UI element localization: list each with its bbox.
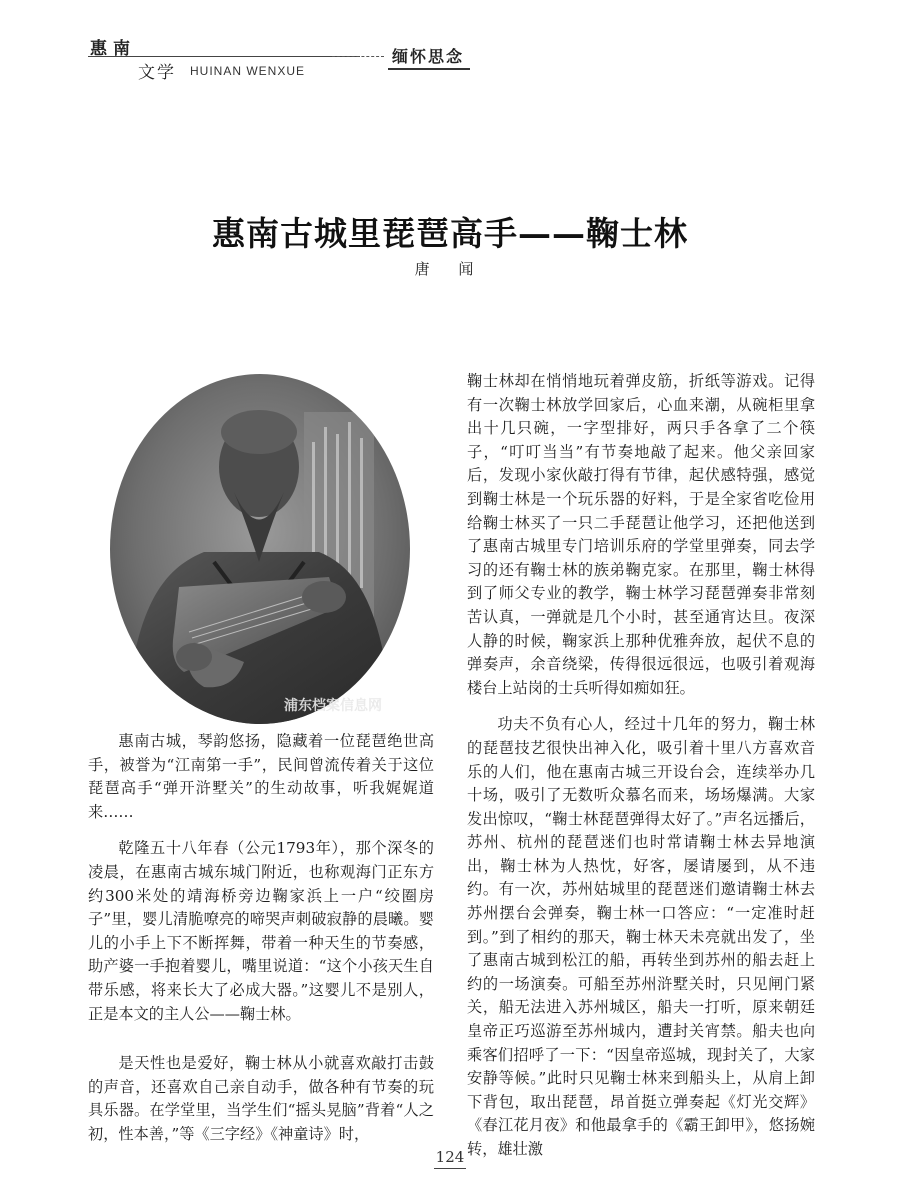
right-column bbox=[467, 370, 815, 1162]
section-label: 缅怀思念 bbox=[392, 47, 465, 66]
article-author: 唐 闻 bbox=[414, 260, 486, 278]
magazine-name-english: HUINAN WENXUE bbox=[190, 64, 306, 78]
statue-photo bbox=[84, 372, 434, 726]
article-title: 惠南古城里琵琶高手——鞠士林 bbox=[212, 214, 688, 254]
paragraph: 惠南古城，琴韵悠扬，隐藏着一位琵琶绝世高手，被誉为“江南第一手”，民间曾流传着关于这位琵琶高手“弹开浒墅关”的生动故事，听我娓娓道来…… bbox=[88, 732, 434, 821]
magazine-name-top: 惠南 bbox=[90, 39, 136, 59]
paragraph: 乾隆五十八年春（公元1793年），那个深冬的凌晨，在惠南古城东城门附近，也称观海门正东方约300米处的靖海桥旁边鞠家浜上一户“绞圈房子”里，婴儿清脆嘹亮的啼哭声刺破寂静的晨曦。婴儿的小手上下不断挥舞，带着一种天生的节奏感，助产婆一手抱着婴儿，嘴里说道：“这个小孩天生自带乐感，将来长大了必成大器。”这婴儿不是别人，正是本文的主人公——鞠士林。 bbox=[88, 839, 434, 1023]
header-rule bbox=[88, 56, 360, 57]
paragraph: 功夫不负有心人，经过十几年的努力，鞠士林的琵琶技艺很快出神入化，吸引着十里八方喜欢音乐的人们，他在惠南古城三开设台会，连续举办几十场，吸引了无数听众慕名而来，场场爆满。大家发出惊叹，“鞠士林琵琶弹得太好了。”声名远播后，苏州、杭州的琵琶迷们也时常请鞠士林去异地演出，鞠士林为人热忱，好客，屡请屡到，从不违约。有一次，苏州姑城里的琵琶迷们邀请鞠士林去苏州摆台会弹奏，鞠士林一口答应：“一定准时赶到。”到了相约的那天，鞠士林天未亮就出发了，坐了惠南古城到松江的船，再转坐到苏州的船去赶上约的一场演奏。可船至苏州浒墅关时，只见闸门紧关，船无法进入苏州城区，船夫一打听，原来朝廷皇帝正巧巡游至苏州城内，遭封关宵禁。船夫也向乘客们招呼了一下：“因皇帝巡城，现封关了，大家安静等候。”此时只见鞠士林来到船头上，从肩上卸下背包，取出琵琶，昂首挺立弹奏起《灯光交辉》《春江花月夜》和他最拿手的《霸王卸甲》，悠扬婉转，雄壮激 bbox=[467, 715, 815, 1158]
page-header bbox=[0, 0, 900, 90]
page-number-underline bbox=[434, 1168, 466, 1169]
section-underline bbox=[388, 68, 470, 70]
page-number: 124 bbox=[435, 1148, 465, 1166]
statue-photo-image bbox=[84, 372, 434, 726]
magazine-name-bottom: 文学 bbox=[138, 63, 176, 83]
paragraph: 鞠士林却在悄悄地玩着弹皮筋，折纸等游戏。记得有一次鞠士林放学回家后，心血来潮，从碗柜里拿出十几只碗，一字型排好，两只手各拿了二个筷子，“叮叮当当”有节奏地敲了起来。他父亲回家后，发现小家伙敲打得有节律，起伏感特强，感觉到鞠士林是一个玩乐器的好料，于是全家省吃俭用给鞠士林买了一只二手琵琶让他学习，还把他送到了惠南古城里专门培训乐府的学堂里弹奏，同去学习的还有鞠士林的族弟鞠克家。在那里，鞠士林得到了师父专业的教学，鞠士林学习琵琶弹奏非常刻苦认真，一弹就是几个小时，甚至通宵达旦。夜深人静的时候，鞠家浜上那种优雅奔放，起伏不息的弹奏声，余音绕梁，传得很远很远，也吸引着观海楼台上站岗的士兵听得如痴如狂。 bbox=[467, 372, 815, 697]
left-column bbox=[88, 730, 434, 1147]
header-dashed-rule bbox=[332, 56, 384, 57]
paragraph: 是天性也是爱好，鞠士林从小就喜欢敲打击鼓的声音，还喜欢自己亲自动手，做各种有节奏的玩具乐器。在学堂里，当学生们“摇头晃脑”背着“人之初，性本善，”等《三字经》《神童诗》时， bbox=[88, 1054, 434, 1143]
photo-watermark: 浦东档案信息网 bbox=[284, 697, 382, 713]
